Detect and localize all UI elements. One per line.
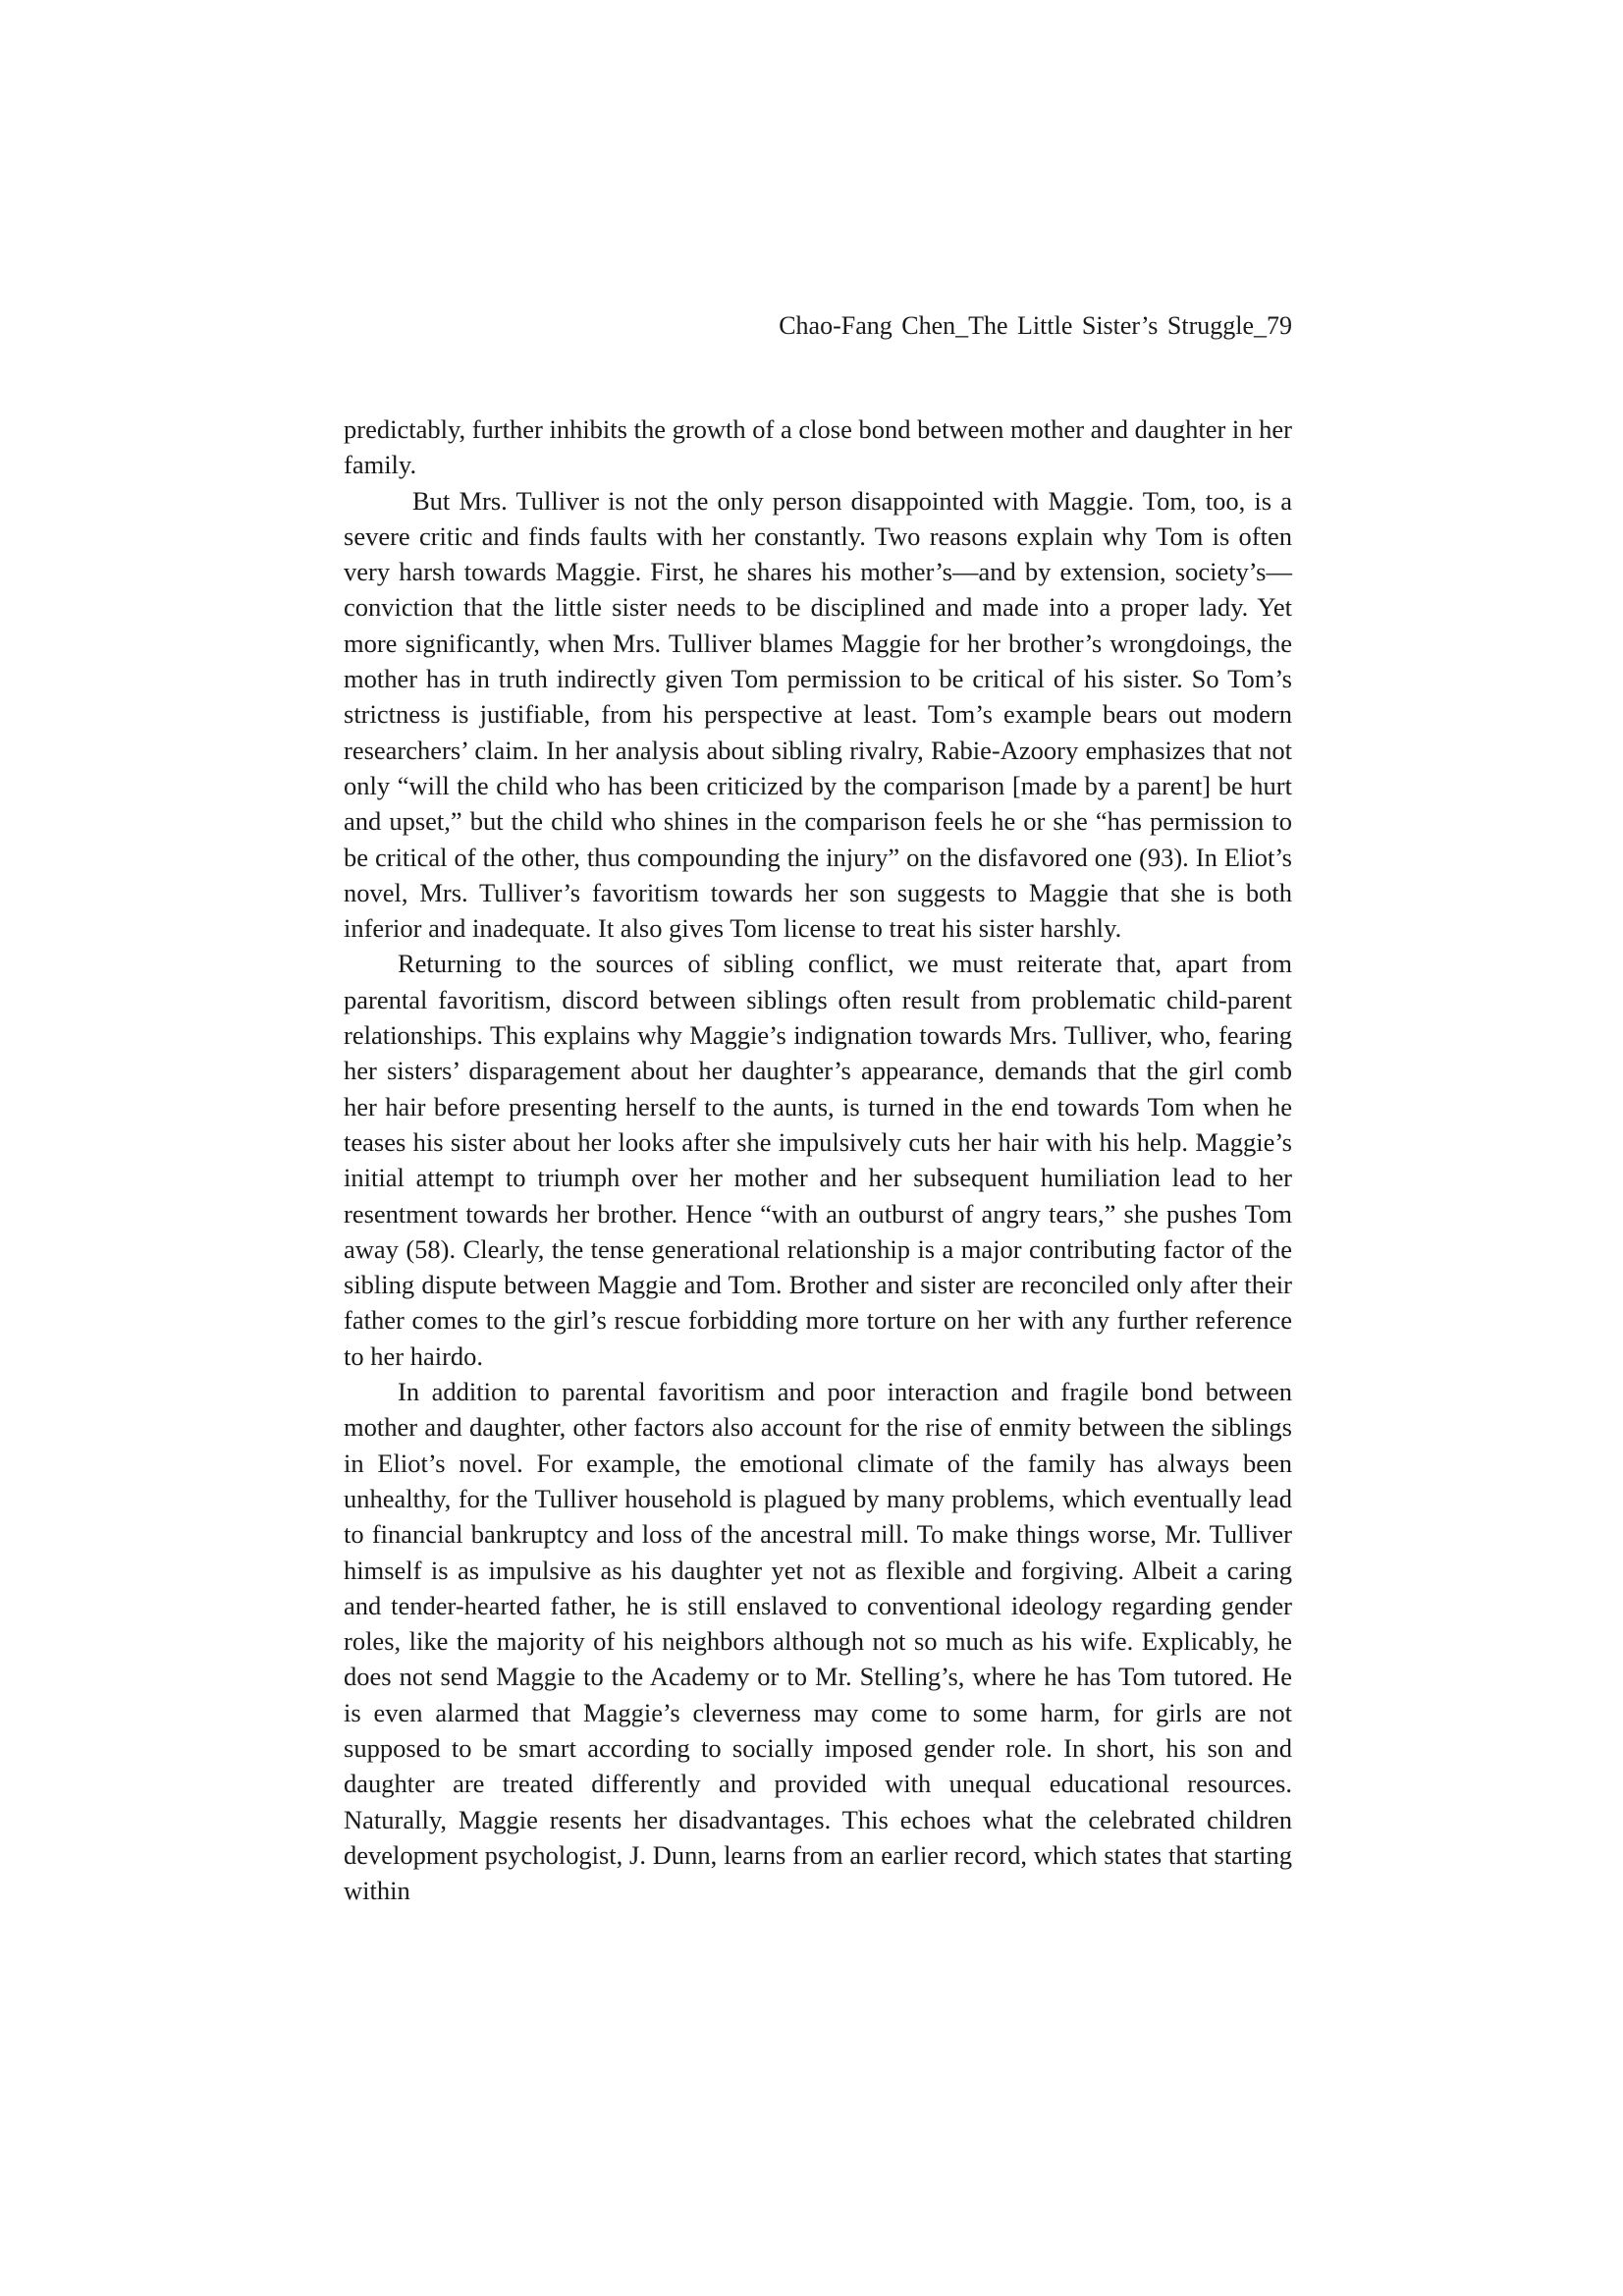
paragraph: But Mrs. Tulliver is not the only person disappointed with Maggie. Tom, too, is a severe critic and finds faults with her constantly. Two reasons explain why Tom is often very harsh towards Maggie. First, he shares his mother’s—and by extension, society’s—conviction that the little sister needs to be disciplined and made into a proper lady. Yet more significantly, when Mrs. Tulliver blames Maggie for her brother’s wrongdoings, the mother has in truth indirectly given Tom permission to be critical of his sister. So Tom’s strictness is justifiable, from his perspective at least. Tom’s example bears out modern researchers’ claim. In her analysis about sibling rivalry, Rabie-Azoory emphasizes that not only “will the child who has been criticized by the comparison [made by a parent] be hurt and upset,” but the child who shines in the comparison feels he or she “has permission to be critical of the other, thus compounding the injury” on the disfavored one (93). In Eliot’s novel, Mrs. Tulliver’s favoritism towards her son suggests to Maggie that she is both inferior and inadequate. It also gives Tom license to treat his sister harshly. — [344, 485, 1292, 944]
paragraph-continuation: predictably, further inhibits the growth of a close bond between mother and daughter in her family. — [344, 414, 1292, 480]
paragraph: Returning to the sources of sibling conflict, we must reiterate that, apart from parental favoritism, discord between siblings often result from problematic child-parent relationships. This explains why Maggie’s indignation towards Mrs. Tulliver, who, fearing her sisters’ disparagement about her daughter’s appearance, demands that the girl comb her hair before presenting herself to the aunts, is turned in the end towards Tom when he teases his sister about her looks after she impulsively cuts her hair with his help. Maggie’s initial attempt to triumph over her mother and her subsequent humiliation lead to her resentment towards her brother. Hence “with an outburst of angry tears,” she pushes Tom away (58). Clearly, the tense generational relationship is a major contributing factor of the sibling dispute between Maggie and Tom. Brother and sister are reconciled only after their father comes to the girl’s rescue forbidding more torture on her with any further reference to her hairdo. — [344, 949, 1292, 1371]
running-header: Chao-Fang Chen_The Little Sister’s Struggle_79 — [779, 311, 1292, 340]
paragraph: In addition to parental favoritism and poor interaction and fragile bond between mother and daughter, other factors also account for the rise of enmity between the siblings in Eliot’s novel. For example, the emotional climate of the family has always been unhealthy, for the Tulliver household is plagued by many problems, which eventually lead to financial bankruptcy and loss of the ancestral mill. To make things worse, Mr. Tulliver himself is as impulsive as his daughter yet not as flexible and forgiving. Albeit a caring and tender-hearted father, he is still enslaved to conventional ideology regarding gender roles, like the majority of his neighbors although not so much as his wife. Explicably, he does not send Maggie to the Academy or to Mr. Stelling’s, where he has Tom tutored. He is even alarmed that Maggie’s cleverness may come to some harm, for girls are not supposed to be smart according to socially imposed gender role. In short, his son and daughter are treated differently and provided with unequal educational resources. Naturally, Maggie resents her disadvantages. This echoes what the celebrated children development psychologist, J. Dunn, learns from an earlier record, which states that starting within — [344, 1377, 1292, 1906]
body-text — [344, 411, 1292, 1908]
